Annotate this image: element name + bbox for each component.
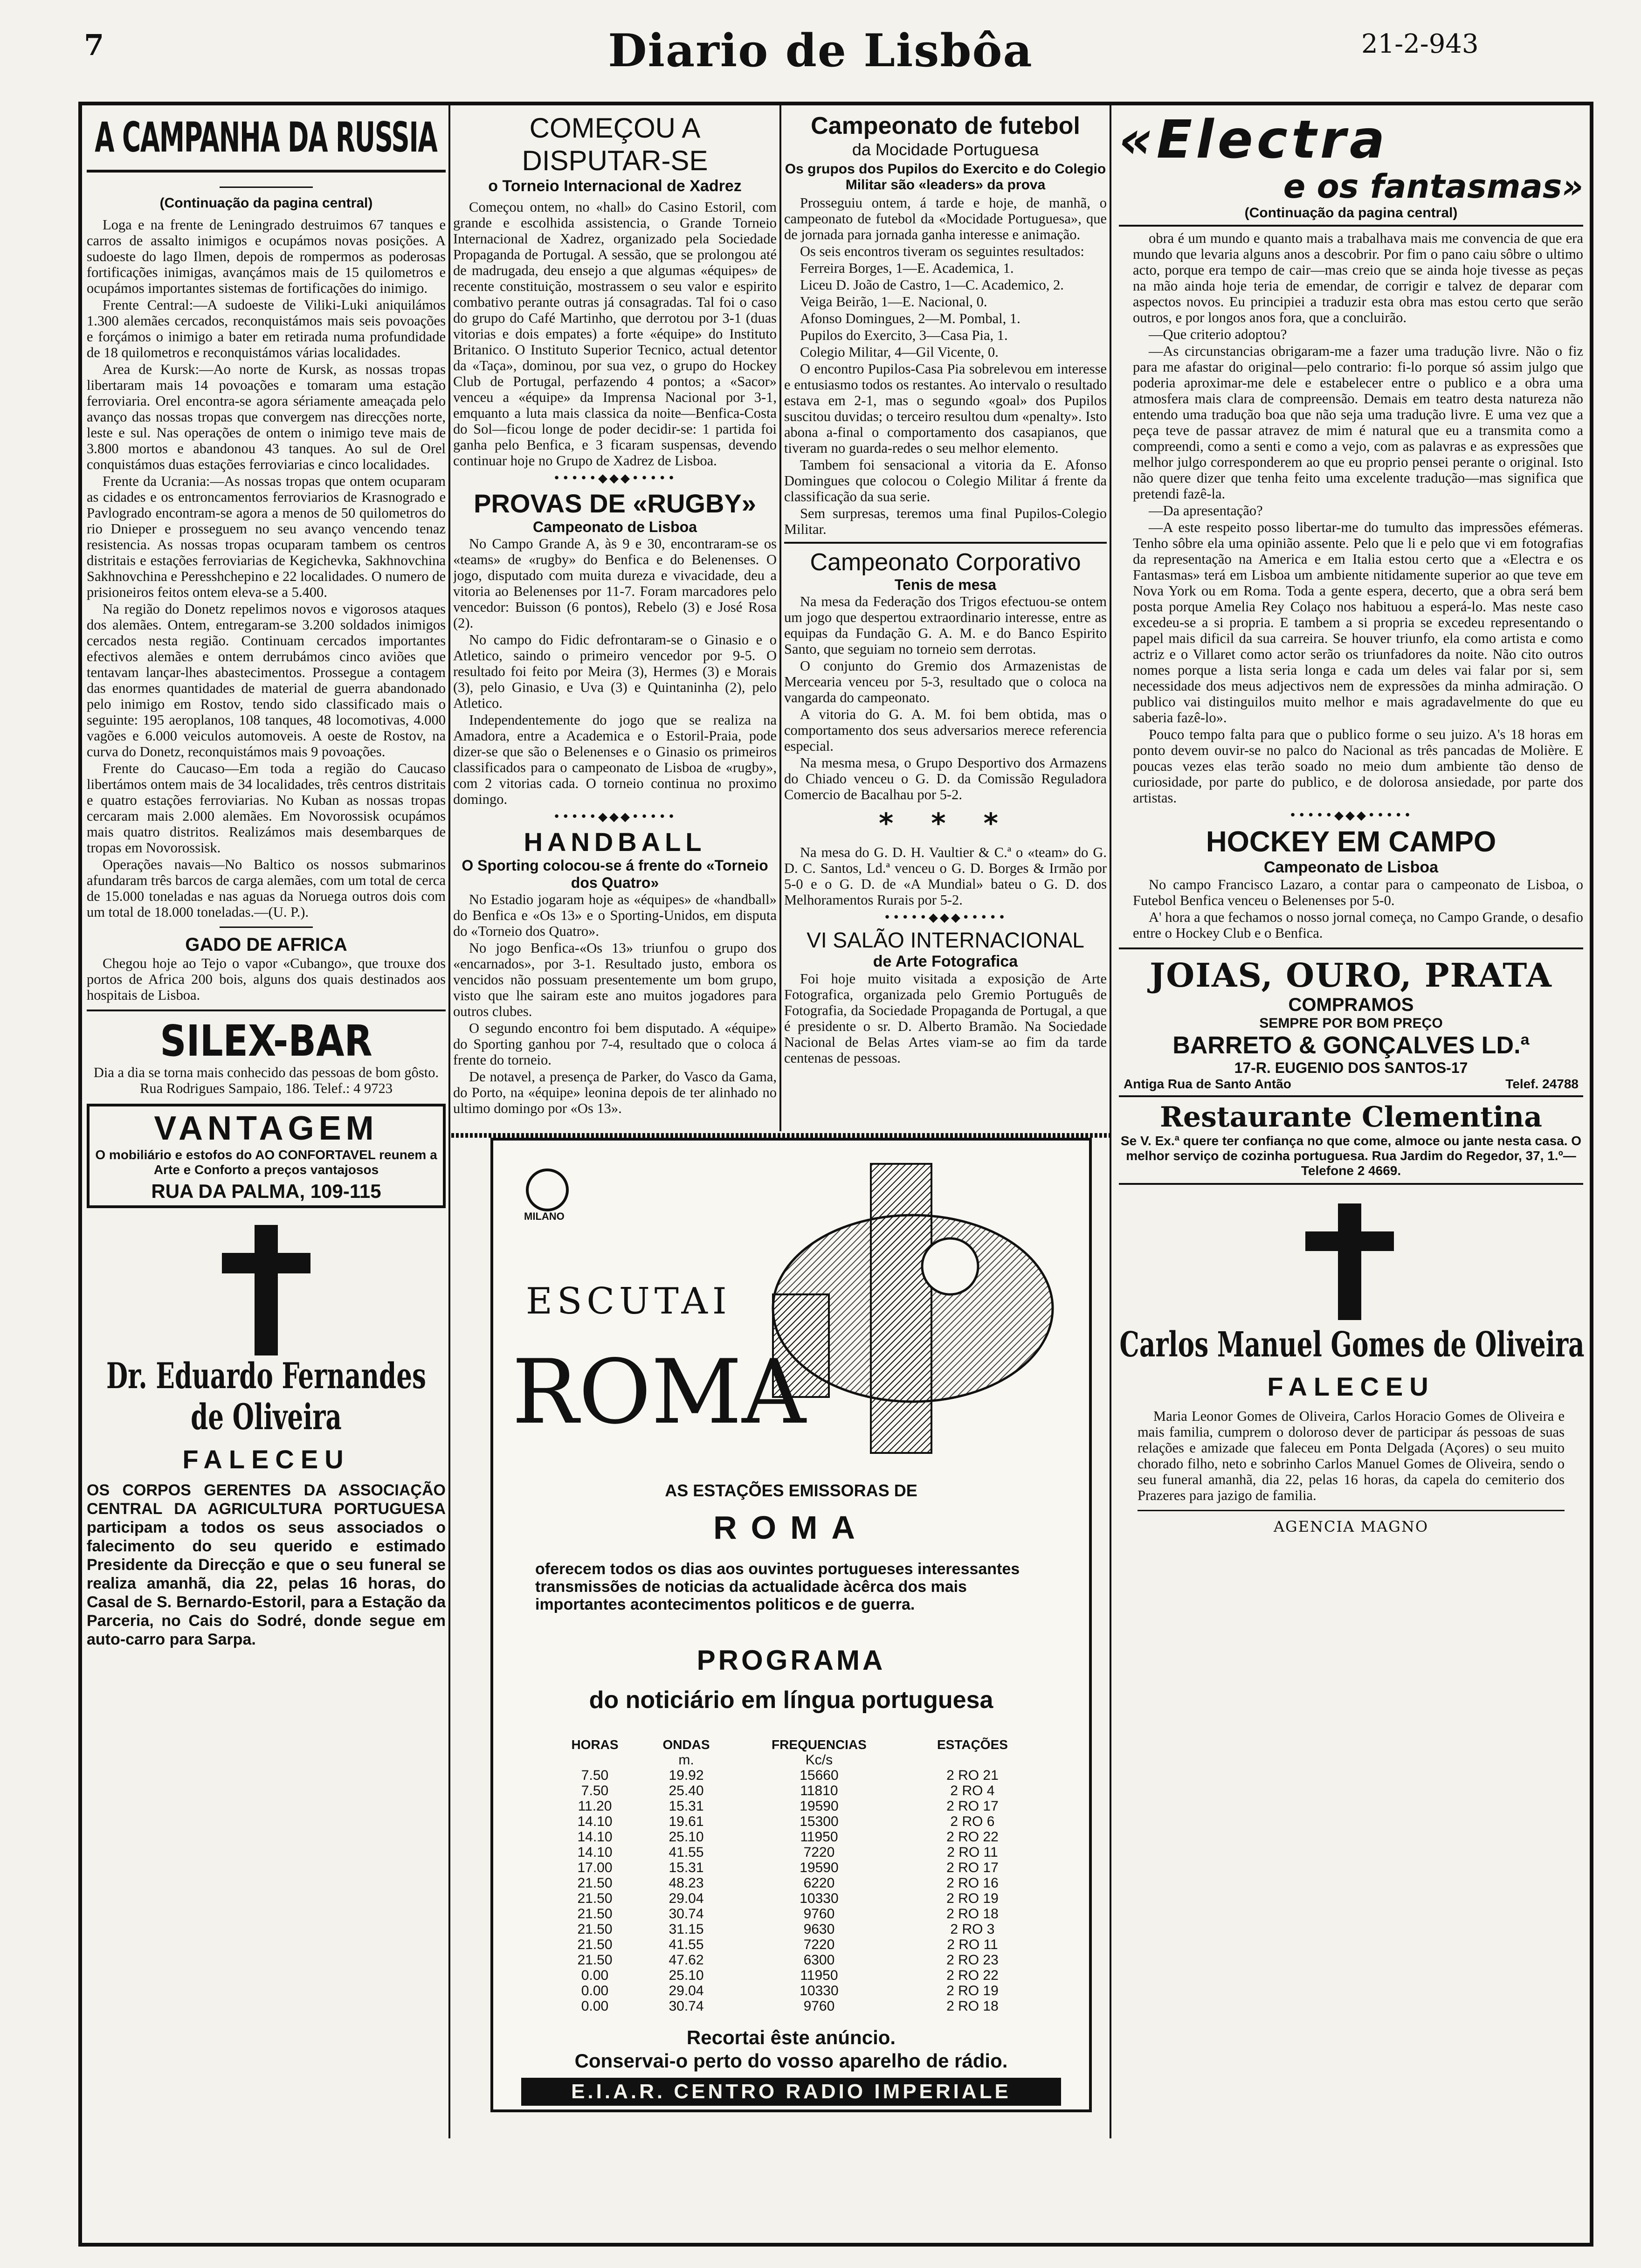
- continuation-note: (Continuação da pagina central): [159, 195, 373, 211]
- article-paragraph: Os seis encontros tiveram os seguintes resultados:: [800, 243, 1084, 259]
- article-paragraph: O conjunto do Gremio dos Armazenistas de Mercearia venceu por 5-3, resultado que o coloca na vangarda do campeonato.: [784, 658, 1107, 705]
- schedule-cell: 41.55: [669, 1845, 704, 1860]
- schedule-cell: 29.04: [669, 1891, 704, 1906]
- schedule-row: [549, 1798, 1039, 1814]
- corporativo-body-2: [784, 844, 1107, 908]
- radio-roma-ad: [490, 1138, 1092, 2112]
- eiar-logo-icon: [526, 1169, 569, 1211]
- schedule-cell: 30.74: [669, 1906, 704, 1922]
- corporativo-body: [784, 594, 1107, 802]
- cross-icon: [1119, 1185, 1583, 1325]
- schedule-cell: 2 RO 23: [946, 1952, 999, 1968]
- schedule-cell: 21.50: [577, 1922, 613, 1937]
- ad-top-border: [451, 1133, 1110, 1138]
- hockey-body: [1119, 877, 1583, 941]
- schedule-units-row: [549, 1752, 1039, 1768]
- vantagem-ad: [87, 1104, 446, 1208]
- schedule-cell: 31.15: [669, 1922, 704, 1937]
- col-header: HORAS: [571, 1737, 619, 1752]
- article-paragraph: De notavel, a presença de Parker, do Vasco da Gama, do Porto, na «équipe» leonina depois de ter alinhado no ultimo domingo por «Os 13».: [453, 1069, 777, 1116]
- article-paragraph: —A este respeito posso libertar-me do tumulto das impressões efémeras. Tenho sôbre ela uma opinião assente. Pelo que li e pelo que vi em fotografias da representação na America e em Italia estou certo que a «Electra e os Fantasmas» terá em Lisboa um ambiente nitidamente superior ao que teve em Nova York ou em Roma. Toda a gente espera, decerto, que a obra será bem posta porque Amelia Rey Colaço nos habituou a esperá-lo. Mas neste caso excedeu-se a si propria. E tambem a si propria se excedeu representando o papel mais dificil da sua carreira. Se houver triunfo, ela como artista e como actriz e o Villaret como actor serão os triunfadores da noite. Não cito outros nomes porque a lista seria longa e cada um deles vai falar por si, sem necessidade dos meus adjectivos nem de expressões da minha admiração. O publico vai distinguilos muito melhor e mais agradavelmente do que eu saberia fazê-lo».: [1133, 519, 1583, 726]
- gado-title: GADO DE AFRICA: [185, 934, 347, 955]
- schedule-cell: 2 RO 19: [946, 1891, 999, 1906]
- schedule-cell: 15300: [800, 1814, 839, 1829]
- schedule-cell: 19.61: [669, 1814, 704, 1829]
- schedule-cell: 6300: [803, 1952, 835, 1968]
- handball-subtitle: O Sporting colocou-se á frente do «Torneio dos Quatro»: [462, 857, 768, 891]
- joias-phone: Telef. 24788: [1505, 1077, 1579, 1091]
- schedule-cell: 11.20: [578, 1798, 612, 1814]
- obituary-faleceu: FALECEU: [182, 1445, 350, 1474]
- futebol-title: Campeonato de futebol: [811, 112, 1080, 139]
- silex-bar-title: SILEX-BAR: [160, 1016, 372, 1066]
- column-4: [1115, 112, 1587, 2238]
- cross-icon: [87, 1216, 446, 1355]
- unit-cell: Kc/s: [805, 1752, 833, 1768]
- column-3: [784, 112, 1107, 1133]
- schedule-row: [549, 1998, 1039, 2014]
- schedule-row: [549, 1845, 1039, 1860]
- corporativo-subtitle: Tenis de mesa: [894, 576, 997, 593]
- headline-campanha-russia: A CAMPANHA DA RUSSIA: [95, 113, 437, 161]
- article-paragraph: A vitoria do G. A. M. foi bem obtida, mas o comportamento dos seus adversarios merece referencia especial.: [784, 706, 1107, 754]
- ad-roma-small: ROMA: [713, 1509, 869, 1546]
- schedule-row: [549, 1952, 1039, 1968]
- column-1: [87, 112, 446, 2238]
- issue-date: 21-2-943: [1361, 29, 1479, 59]
- divider-dots: •••••◆◆◆•••••: [553, 810, 677, 824]
- schedule-row: [549, 1906, 1039, 1922]
- hockey-subtitle: Campeonato de Lisboa: [1263, 858, 1439, 876]
- ad-line-1: AS ESTAÇÕES EMISSORAS DE: [665, 1481, 917, 1500]
- electra-title: «Electra: [1119, 112, 1389, 170]
- column-rule: [779, 105, 781, 1131]
- article-paragraph: Pouco tempo falta para que o publico forme o seu juizo. A's 18 horas em ponto devem ouvir-se no palco do Nacional as três pancadas de Molière. E poucas vezes elas terão soado no meio dum ambiente tão denso de curiosidade, por parte do publico, e de dolorosa ansiedade, por parte dos artistas.: [1133, 726, 1583, 806]
- col-header: ONDAS: [662, 1737, 710, 1752]
- article-paragraph: No Campo Grande A, às 9 e 30, encontraram-se os «teams» de «rugby» do Benfica e do Belenenses. O jogo, disputado com muita dureza e vivacidade, deu a vitoria ao Belenenses por 11-7. Foram marcadores pelo vencedor: Buisson (6 pontos), Rebelo (3) e José Rosa (2).: [453, 536, 777, 631]
- schedule-cell: 9630: [803, 1922, 835, 1937]
- schedule-cell: 7220: [803, 1845, 835, 1860]
- schedule-cell: 48.23: [669, 1875, 704, 1891]
- obituary-body: [1119, 1408, 1583, 1503]
- schedule-cell: 2 RO 22: [946, 1968, 999, 1983]
- logo-milano: MILANO: [524, 1210, 565, 1222]
- divider: [784, 542, 1107, 544]
- joias-address: 17-R. EUGENIO DOS SANTOS-17: [1234, 1059, 1468, 1076]
- schedule-cell: 2 RO 11: [947, 1845, 998, 1860]
- salao-title: VI SALÃO INTERNACIONAL: [807, 928, 1084, 952]
- joias-compramos: COMPRAMOS: [1288, 995, 1414, 1015]
- ad-conservai: Conservai-o perto do vosso aparelho de rádio.: [574, 2050, 1008, 2072]
- salao-subtitle: de Arte Fotografica: [873, 953, 1018, 970]
- schedule-cell: 7.50: [581, 1783, 609, 1798]
- joias-preco: SEMPRE POR BOM PREÇO: [1259, 1016, 1443, 1031]
- schedule-cell: 0.00: [581, 1998, 609, 2014]
- article-paragraph: —Da apresentação?: [1149, 503, 1263, 519]
- schedule-cell: 2 RO 18: [946, 1906, 999, 1922]
- article-paragraph: O encontro Pupilos-Casa Pia sobrelevou em interesse e entusiasmo todos os restantes. Ao intervalo o resultado estava em 2-1, mas o segundo «goal» dos Pupilos suscitou duvidas; o terceiro resultou dum «penalty». Isto abona a-final o comportamento dos casapianos, que tiveram no guarda-redes o seu melhor elemento.: [784, 361, 1107, 456]
- article-paragraph: Na mesma mesa, o Grupo Desportivo dos Armazens do Chiado venceu o G. D. da Comissão Reguladora Comercio de Bacalhau por 5-2.: [784, 755, 1107, 802]
- schedule-cell: 25.10: [669, 1829, 704, 1845]
- schedule-cell: 25.10: [669, 1968, 704, 1983]
- result-line: Liceu D. João de Castro, 1—C. Academico, 2.: [800, 277, 1064, 293]
- schedule-cell: 7220: [803, 1937, 835, 1952]
- divider: [1138, 1510, 1565, 1511]
- divider: [220, 187, 313, 188]
- article-paragraph: Frente do Caucaso—Em toda a região do Caucaso libertámos ontem mais de 34 localidades, três centros distritais e quatro estações ferroviarias. No Kuban as nossas tropas cercaram mais 2.000 alemães. Em Novorossisk ocupámos mais quatro distritos. Realizámos mais desembarques de tropas em Novorossisk.: [87, 761, 446, 856]
- futebol-lead: Os grupos dos Pupilos do Exercito e do Colegio Militar são «leaders» da prova: [785, 161, 1106, 193]
- column-rule: [1110, 105, 1111, 2138]
- schedule-cell: 17.00: [577, 1860, 613, 1875]
- schedule-cell: 2 RO 17: [946, 1798, 999, 1814]
- schedule-cell: 30.74: [669, 1998, 704, 2014]
- ad-programa: PROGRAMA: [696, 1645, 886, 1676]
- schedule-cell: 11950: [800, 1968, 838, 1983]
- schedule-cell: 0.00: [581, 1968, 609, 1983]
- schedule-row: [549, 1768, 1039, 1783]
- schedule-cell: 2 RO 3: [950, 1922, 995, 1937]
- schedule-cell: 6220: [803, 1875, 835, 1891]
- article-paragraph: Começou ontem, no «hall» do Casino Estoril, com grande e escolhida assistencia, o Grande Torneio Internacional de Xadrez, organizado pela Sociedade Propaganda de Portugal. A sessão, que se prolongou até de madrugada, deu ensejo a que algumas «équipes» de recente constituição, mostrassem o seu valor e espirito combativo perante outras já consagradas. Tal foi o caso do grupo do Café Martinho, que derrotou por 3-1 (duas vitorias e dois empates) a forte «équipe» do Instituto Britanico. O Instituto Superior Tecnico, actual detentor da «Taça», dominou, por sua vez, o grupo do Hockey Club de Portugal, perfazendo 4 pontos; a «Sacor» venceu a «équipe» da Imprensa Nacional por 3-1, emquanto a luta mais classica da noite—Benfica-Costa do Sol—ficou longe de poder decidir-se: 1 partida foi ganha pelo Benfica, e 3 ficaram suspensas, devendo continuar hoje no Grupo de Xadrez de Lisboa.: [453, 199, 777, 469]
- schedule-cell: 14.10: [577, 1814, 613, 1829]
- restaurante-title: Restaurante Clementina: [1160, 1101, 1542, 1134]
- divider: [1119, 947, 1583, 949]
- silex-bar-body: [87, 1065, 446, 1096]
- article-paragraph: Frente da Ucrania:—As nossas tropas que ontem ocuparam as cidades e os entroncamentos ferroviarios de Krasnogrado e Pavlogrado encontram-se agora a menos de 50 quilometros do rio Dnieper e prosseguem no seu avanço vencendo tenaz resistencia. As nossas tropas ocuparam tambem os centros distritais e estações ferroviarias de Kegichevka, Sakhnovchina Sakhnovchina e Peresshchepino e 22 localidades. O numero de prisioneiros feitos ontem eleva-se a 5.400.: [87, 473, 446, 600]
- schedule-cell: 47.62: [669, 1952, 704, 1968]
- schedule-cell: 9760: [803, 1998, 835, 2014]
- xadrez-subtitle: o Torneio Internacional de Xadrez: [488, 177, 742, 195]
- schedule-cell: 21.50: [577, 1906, 613, 1922]
- schedule-cell: 25.40: [669, 1783, 704, 1798]
- ad-escutai: ESCUTAI: [526, 1280, 731, 1322]
- joias-contact: [1119, 1077, 1583, 1097]
- schedule-row: [549, 1922, 1039, 1937]
- article-paragraph: Loga e na frente de Leningrado destruimos 67 tanques e carros de assalto inimigos e ocupámos novas posições. A sudoeste do lago Ilmen, depois de rompermos as poderosas fortificações inimigas, avançámos mais de 15 quilometros e ocupámos importantes sistemas de fortificações do inimigo.: [87, 217, 446, 296]
- schedule-cell: 9760: [803, 1906, 835, 1922]
- schedule-cell: 15660: [800, 1768, 839, 1783]
- vantagem-text: O mobiliário e estofos do AO CONFORTAVEL reunem a Arte e Conforto a preços vantajosos: [95, 1148, 437, 1177]
- schedule-cell: 15.31: [669, 1860, 704, 1875]
- article-paragraph: Area de Kursk:—Ao norte de Kursk, as nossas tropas libertaram mais 14 povoações e tomaram uma estação ferroviaria. Orel encontra-se agora sériamente ameaçada pelo avanço das nossas tropas que convergem nas direcções norte, leste e sul. Nas operações de ontem o inimigo teve mais de 3.800 mortos e abandonou 43 tanques. Ao sul de Orel conquistámos duas estações ferroviarias e cinco localidades.: [87, 361, 446, 472]
- result-line: Afonso Domingues, 2—M. Pombal, 1.: [800, 311, 1020, 326]
- schedule-cell: 2 RO 6: [950, 1814, 995, 1829]
- schedule-cell: 11810: [800, 1783, 838, 1798]
- vantagem-title: VANTAGEM: [154, 1110, 379, 1147]
- divider-dots: •••••◆◆◆•••••: [1289, 809, 1413, 823]
- schedule-body: [549, 1768, 1039, 2014]
- article-paragraph: Sem surpresas, teremos uma final Pupilos-Colegio Militar.: [784, 505, 1107, 537]
- column-2: [453, 112, 777, 1133]
- schedule-row: [549, 1783, 1039, 1798]
- schedule-cell: 2 RO 11: [947, 1937, 998, 1952]
- divider-dots: •••••◆◆◆•••••: [553, 471, 677, 485]
- schedule-cell: 2 RO 22: [946, 1829, 999, 1845]
- divider: [220, 927, 313, 928]
- corporativo-title: Campeonato Corporativo: [810, 549, 1081, 576]
- rugby-title: PROVAS DE «RUGBY»: [474, 489, 756, 518]
- ad-recortai: Recortai êste anúncio.: [686, 2026, 896, 2048]
- schedule-cell: 11950: [800, 1829, 838, 1845]
- ad-noticiario: do noticiário em língua portuguesa: [589, 1687, 993, 1714]
- schedule-cell: 19.92: [669, 1768, 704, 1783]
- page-number: 7: [84, 28, 104, 62]
- article-paragraph: —Que criterio adoptou?: [1149, 326, 1287, 342]
- schedule-row: [549, 1860, 1039, 1875]
- salao-body: [784, 971, 1107, 1066]
- schedule-cell: 19590: [800, 1798, 839, 1814]
- handball-body: [453, 892, 777, 1116]
- article-paragraph: Na mesa do G. D. H. Vaultier & C.ª o «team» do G. D. C. Santos, Ld.ª venceu o G. D. Borges & Irmão por 5-0 e o G. D. de «A Mundial» bateu o G. D. dos Melhoramentos Rurais por 5-2.: [784, 844, 1107, 908]
- schedule-table: [549, 1737, 1039, 2014]
- ad-footer-banner: E.I.A.R. CENTRO RADIO IMPERIALE: [521, 2078, 1061, 2106]
- joias-title: JOIAS, OURO, PRATA: [1150, 956, 1552, 995]
- article-paragraph: No Estadio jogaram hoje as «équipes» de «handball» do Benfica e «Os 13» e o Sporting-Unidos, em disputa do «Torneio dos Quatro».: [453, 892, 777, 939]
- stars-separator: * * *: [879, 807, 1012, 840]
- article-paragraph: Operações navais—No Baltico os nossos submarinos afundaram três barcos de carga alemães, com um total de cerca de 15.000 toneladas e nas aguas da Noruega outros dois com um total de 18.000 toneladas.—(U. P.).: [87, 857, 446, 920]
- schedule-cell: 14.10: [577, 1845, 613, 1860]
- gado-text: Chegou hoje ao Tejo o vapor «Cubango», que trouxe dos portos de Africa 200 bois, alguns dos quais destinados aos hospitais de Lisboa.: [87, 955, 446, 1003]
- article-paragraph: Frente Central:—A sudoeste de Viliki-Luki aniquilámos 1.300 alemães cercados, reconquistámos mais seis povoações e forçámos o inimigo a bater em retirada numa profundidade de 18 quilometros e reconquistámos várias localidades.: [87, 297, 446, 360]
- schedule-row: [549, 1814, 1039, 1829]
- schedule-cell: 10330: [800, 1891, 839, 1906]
- article-paragraph: No jogo Benfica-«Os 13» triunfou o grupo dos «encarnados», por 3-1. Resultado justo, embora os vencidos não possuam presentemente um bom grupo, visto que lhe sairam este ano muitos jogadores para outros clubes.: [453, 940, 777, 1019]
- article-paragraph: Tambem foi sensacional a vitoria da E. Afonso Domingues que colocou o Colegio Militar á frente da classificação da sua serie.: [784, 457, 1107, 505]
- futebol-body: [784, 195, 1107, 537]
- schedule-cell: 21.50: [577, 1937, 613, 1952]
- schedule-cell: 21.50: [577, 1875, 613, 1891]
- schedule-cell: 10330: [800, 1983, 839, 1998]
- obituary-name: Dr. Eduardo Fernandes de Oliveira: [106, 1355, 427, 1438]
- schedule-cell: 0.00: [581, 1983, 609, 1998]
- schedule-cell: 14.10: [577, 1829, 613, 1845]
- gado-body: [87, 955, 446, 1003]
- divider: [87, 1010, 446, 1011]
- restaurante-text: Se V. Ex.ª quere ter confiança no que come, almoce ou jante nesta casa. O melhor serviço de cozinha portuguesa. Rua Jardim do Regedor, 37, 1.º—Telefone 2 4669.: [1119, 1134, 1583, 1185]
- handball-title: HANDBALL: [524, 827, 706, 857]
- schedule-cell: 7.50: [581, 1768, 609, 1783]
- schedule-cell: 2 RO 18: [946, 1998, 999, 2014]
- schedule-cell: 2 RO 17: [946, 1860, 999, 1875]
- col-header: ESTAÇÕES: [937, 1737, 1008, 1752]
- schedule-header-row: [549, 1737, 1039, 1752]
- obituary-text: OS CORPOS GERENTES DA ASSOCIAÇÃO CENTRAL DA AGRICULTURA PORTUGUESA participam a todos os seus associados o falecimento do seu querido e estimado Presidente da Direcção e que o seu funeral se realiza amanhã, dia 22, pelas 16 horas, do Casal de S. Bernardo-Estoril, para a Estação da Parceria, no Cais do Sodré, donde segue em auto-carro para Sarpa.: [87, 1481, 446, 1648]
- schedule-row: [549, 1937, 1039, 1952]
- obituary-faleceu: FALECEU: [1267, 1372, 1435, 1401]
- schedule-cell: 15.31: [669, 1798, 704, 1814]
- schedule-row: [549, 1891, 1039, 1906]
- schedule-cell: 19590: [800, 1860, 839, 1875]
- article-paragraph: Independentemente do jogo que se realiza na Amadora, entre a Academica e o Estoril-Praia, pode dizer-se que são o Belenenses e o Ginasio os primeiros classificados para o campeonato de Lisboa de «rugby», com 2 vitorias cada. O torneio continua no proximo domingo.: [453, 712, 777, 807]
- joias-old-address: Antiga Rua de Santo Antão: [1124, 1077, 1291, 1091]
- unit-cell: m.: [678, 1752, 694, 1768]
- masthead: Diario de Lisbôa: [608, 24, 1033, 77]
- article-paragraph: Na mesa da Federação dos Trigos efectuou-se ontem um jogo que despertou extraordinario interesse, entre as equipas da Fundação G. A. M. e do Banco Espirito Santo, que seguiam no torneio sem derrotas.: [784, 594, 1107, 657]
- headline-xadrez: COMEÇOU A DISPUTAR-SE: [522, 112, 708, 176]
- result-line: Ferreira Borges, 1—E. Academica, 1.: [800, 260, 1014, 276]
- electra-title-2: e os fantasmas»: [1283, 167, 1583, 206]
- schedule-cell: 21.50: [577, 1891, 613, 1906]
- divider-dots: •••••◆◆◆•••••: [883, 911, 1007, 925]
- obituary-name: Carlos Manuel Gomes de Oliveira: [1119, 1325, 1585, 1365]
- silex-text: Dia a dia se torna mais conhecido das pessoas de bom gôsto. Rua Rodrigues Sampaio, 186. Telef.: 4 9723: [93, 1065, 439, 1096]
- article-paragraph: obra é um mundo e quanto mais a trabalhava mais me convencia de que era mundo que levaria alguns anos a descobrir. Por fim o pano caiu sôbre o ultimo acto, porque era tempo de cair—mas creio que se ainda hoje tivesse as peças na mão ainda hoje teria de emendar, de corrigir e talvez de deparar com aspectos novos. Eu principiei a traduzir esta obra mas estou certo que serão outros, e por longos anos fora, que a concluirão.: [1133, 230, 1583, 325]
- article-paragraph: Na região do Donetz repelimos novos e vigorosos ataques dos alemães. Ontem, entregaram-se 3.200 soldados inimigos cercados nesta região. Continuam cercados importantes efectivos alemães e ontem derrubámos cinco aviões que tentavam lançar-lhes abastecimentos. Prossegue a contagem das enormes quantidades de material de guerra abandonado pelo inimigo em Rostov, tendo sido classificado mais o seguinte: 195 aeroplanos, 108 tanques, 48 locomotivas, 4.000 vagões e 6.000 veiculos automoveis. A oeste de Rostov, na curva do Donetz, reconquistámos mais 9 povoações.: [87, 601, 446, 760]
- schedule-row: [549, 1875, 1039, 1891]
- article-paragraph: O segundo encontro foi bem disputado. A «équipe» do Sporting ganhou por 7-4, resultado que o coloca á frente do torneio.: [453, 1020, 777, 1068]
- continuation-note: (Continuação da pagina central): [1119, 205, 1583, 227]
- schedule-cell: 21.50: [577, 1952, 613, 1968]
- result-line: Pupilos do Exercito, 3—Casa Pia, 1.: [800, 327, 1008, 343]
- electra-body: [1119, 230, 1583, 806]
- schedule-row: [549, 1983, 1039, 1998]
- article-paragraph: No campo do Fidic defrontaram-se o Ginasio e o Atletico, saindo o primeiro vencedor por 9-5. O resultado foi feito por Meira (3), Hermes (3) e Morais (3), pelo Ginasio, e Uva (3) e Quintaninha (2), pelo Atletico.: [453, 632, 777, 711]
- unit-cell: [549, 1752, 641, 1768]
- schedule-row: [549, 1968, 1039, 1983]
- result-line: Veiga Beirão, 1—E. Nacional, 0.: [800, 294, 987, 310]
- obituary-text: Maria Leonor Gomes de Oliveira, Carlos Horacio Gomes de Oliveira e mais familia, cumprem o doloroso dever de participar ás pessoas de suas relações e amizade que faleceu em Ponta Delgada (Açores) o seu muito chorado filho, neto e sobrinho Carlos Manuel Gomes de Oliveira, sendo o seu funeral amanhã, dia 22, pelas 16 horas, da capela do cemiterio dos Prazeres para jazigo de familia.: [1138, 1408, 1565, 1503]
- xadrez-body: [453, 199, 777, 469]
- vantagem-address: RUA DA PALMA, 109-115: [151, 1180, 381, 1202]
- schedule-cell: 2 RO 16: [946, 1875, 999, 1891]
- russia-article-body: [87, 217, 446, 920]
- unit-cell: [906, 1752, 1039, 1768]
- ad-roma-large: ROMA: [512, 1341, 806, 1444]
- futebol-subtitle: da Mocidade Portuguesa: [852, 140, 1039, 159]
- schedule-cell: 41.55: [669, 1937, 704, 1952]
- rugby-body: [453, 536, 777, 807]
- hockey-title: HOCKEY EM CAMPO: [1206, 826, 1496, 858]
- schedule-cell: 2 RO 4: [950, 1783, 995, 1798]
- rugby-subtitle: Campeonato de Lisboa: [532, 519, 697, 535]
- article-paragraph: A' hora a que fechamos o nosso jornal começa, no Campo Grande, o desafio entre o Hockey Club e o Benfica.: [1133, 909, 1583, 941]
- joias-company: BARRETO & GONÇALVES LD.ª: [1172, 1032, 1530, 1059]
- article-paragraph: Foi hoje muito visitada a exposição de Arte Fotografica, organizada pelo Gremio Português de Fotografia, da Sociedade Propaganda de Portugal, a que é presidente o sr. D. Alberto Bramão. Na Sociedade Nacional de Belas Artes viam-se ao fim da tarde centenas de pessoas.: [784, 971, 1107, 1066]
- schedule-cell: 29.04: [669, 1983, 704, 1998]
- schedule-cell: 2 RO 19: [946, 1983, 999, 1998]
- schedule-cell: 2 RO 21: [946, 1768, 999, 1783]
- article-paragraph: No campo Francisco Lazaro, a contar para o campeonato de Lisboa, o Futebol Benfica venceu o Belenenses por 5-0.: [1133, 877, 1583, 908]
- schedule-row: [549, 1829, 1039, 1845]
- headline-underline: [87, 170, 446, 173]
- article-paragraph: Prosseguiu ontem, á tarde e hoje, de manhã, o campeonato de futebol da «Mocidade Portuguesa», que de jornada para jornada ganha interesse e animação.: [784, 195, 1107, 242]
- col-header: FREQUENCIAS: [772, 1737, 867, 1752]
- ad-description: oferecem todos os dias aos ouvintes portugueses interessantes transmissões de noticias da actualidade àcêrca dos mais importantes acontecimentos politicos e de guerra.: [535, 1560, 1020, 1613]
- result-line: Colegio Militar, 4—Gil Vicente, 0.: [800, 344, 999, 360]
- agency-name: AGENCIA MAGNO: [1273, 1518, 1429, 1535]
- article-paragraph: —As circunstancias obrigaram-me a fazer uma tradução livre. Não o fiz para me afastar do original—pelo contrario: fi-lo porque só assim julgo que poderia aproximar-me dele e estabelecer entre o publico e a obra uma atmosfera mais clara de compreensão. Demais em teatro desta natureza não entendo uma tradução boa que não seja uma tradução livre. E uma vez que a peça teve de passar atravez de mim é natural que eu a transmita como a compreendi, como a senti e como a vejo, com as palavras e as expressões que melhor julgo corresponderem ao que eu proprio pensei perante o original. Isto não quere dizer que tenha feito uma excelente tradução—mas significa que pretendi fazê-la.: [1133, 343, 1583, 502]
- column-rule: [448, 105, 450, 2138]
